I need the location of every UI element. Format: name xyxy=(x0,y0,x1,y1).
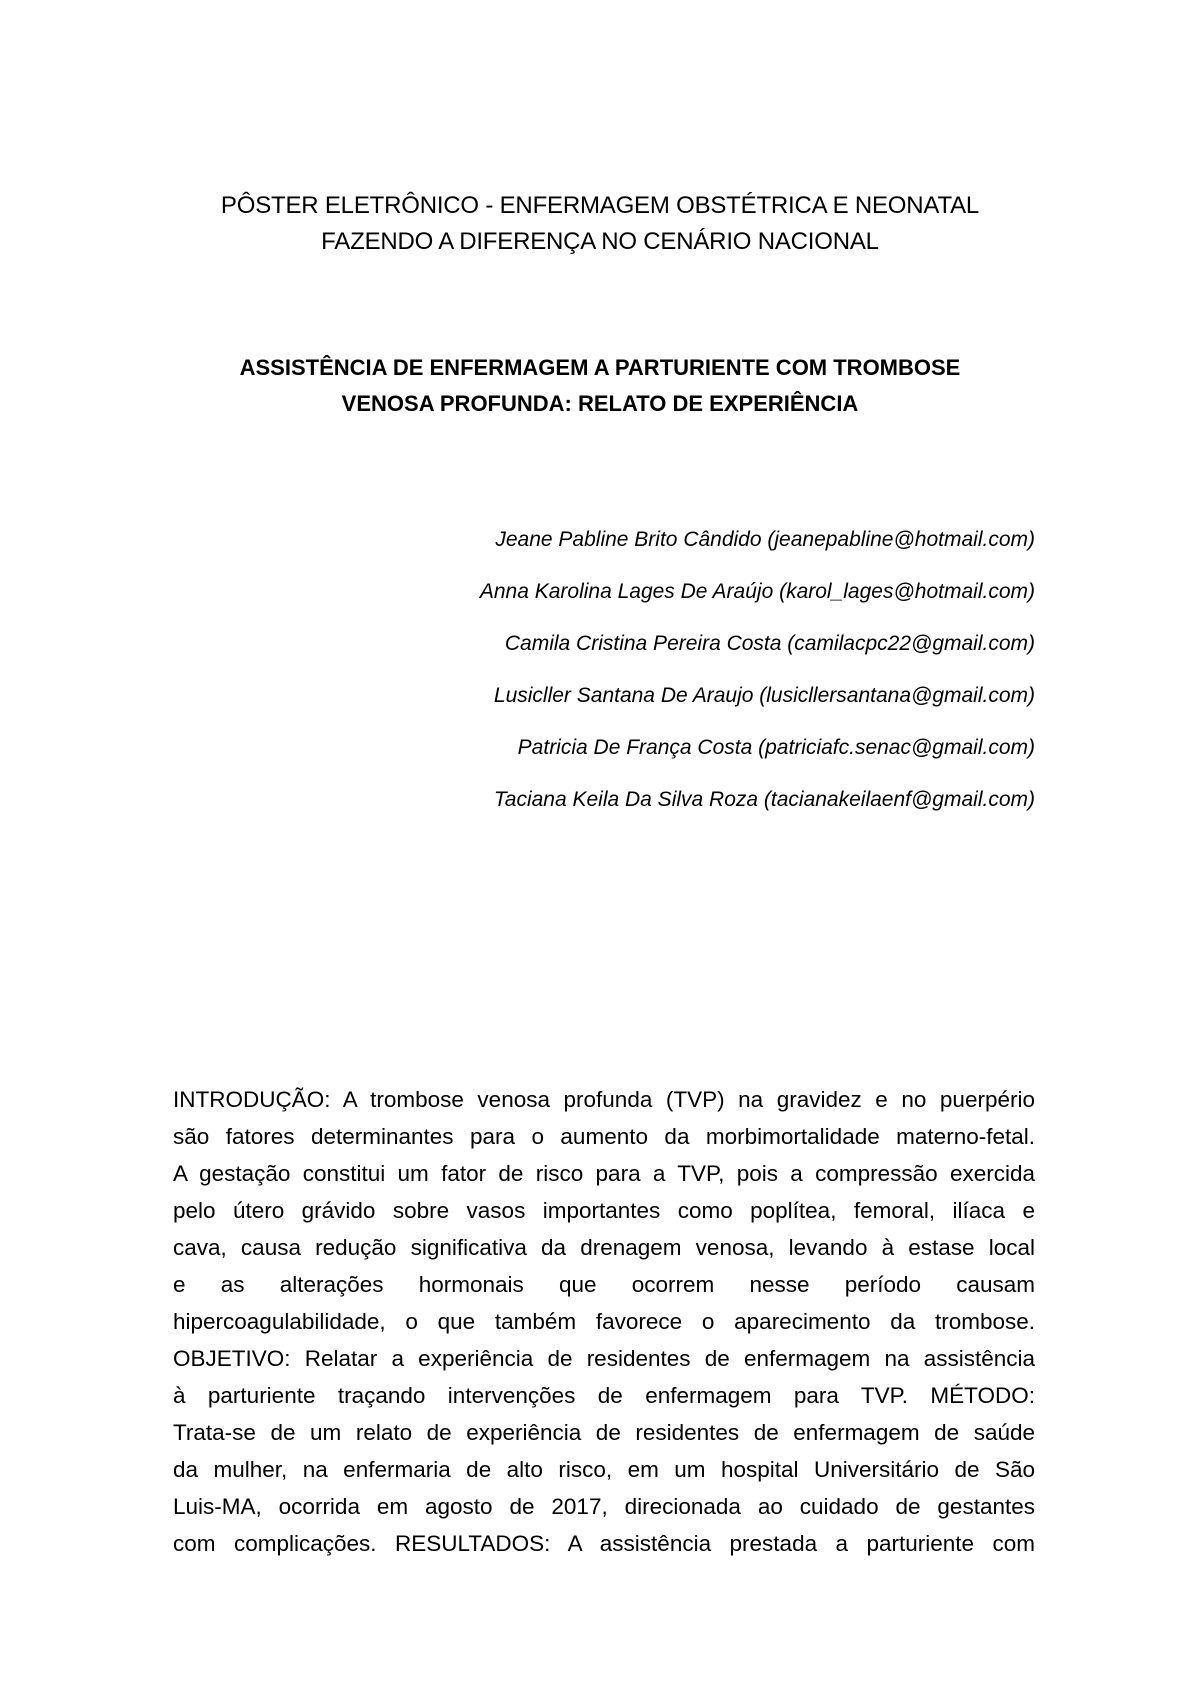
author-entry: Jeane Pabline Brito Cândido (jeanepabline@hotmail.com) xyxy=(495,528,1035,551)
event-header-line-1: PÔSTER ELETRÔNICO - ENFERMAGEM OBSTÉTRICA E NEONATAL xyxy=(220,192,980,219)
body-line: OBJETIVO: Relatar a experiência de residentes de enfermagem na assistência xyxy=(173,1346,1035,1371)
author-entry: Lusicller Santana De Araujo (lusicllersantana@gmail.com) xyxy=(493,684,1035,707)
paper-title-line-2: VENOSA PROFUNDA: RELATO DE EXPERIÊNCIA xyxy=(341,391,859,416)
body-line: pelo útero grávido sobre vasos importantes como poplítea, femoral, ilíaca e xyxy=(173,1198,1035,1223)
body-line: INTRODUÇÃO: A trombose venosa profunda (TVP) na gravidez e no puerpério xyxy=(173,1087,1035,1112)
paper-title xyxy=(150,350,1050,422)
author-entry: Anna Karolina Lages De Araújo (karol_lages@hotmail.com) xyxy=(479,580,1035,603)
body-line: A gestação constitui um fator de risco para a TVP, pois a compressão exercida xyxy=(173,1161,1035,1186)
body-line: cava, causa redução significativa da drenagem venosa, levando à estase local xyxy=(173,1235,1035,1260)
author-entry: Camila Cristina Pereira Costa (camilacpc22@gmail.com) xyxy=(504,632,1035,655)
event-header xyxy=(150,188,1050,260)
body-line: Luis-MA, ocorrida em agosto de 2017, direcionada ao cuidado de gestantes xyxy=(173,1494,1035,1519)
body-line: e as alterações hormonais que ocorrem nesse período causam xyxy=(173,1272,1035,1297)
body-line: hipercoagulabilidade, o que também favorece o aparecimento da trombose. xyxy=(173,1309,1035,1334)
body-line: com complicações. RESULTADOS: A assistência prestada a parturiente com xyxy=(173,1531,1035,1556)
author-entry: Patricia De França Costa (patriciafc.senac@gmail.com) xyxy=(517,736,1035,759)
body-line: à parturiente traçando intervenções de enfermagem para TVP. MÉTODO: xyxy=(173,1383,1035,1408)
author-list xyxy=(300,514,1035,826)
paper-title-line-1: ASSISTÊNCIA DE ENFERMAGEM A PARTURIENTE COM TROMBOSE xyxy=(239,355,961,380)
abstract-body xyxy=(173,1081,1035,1562)
author-entry: Taciana Keila Da Silva Roza (tacianakeilaenf@gmail.com) xyxy=(493,788,1035,811)
body-line: são fatores determinantes para o aumento da morbimortalidade materno-fetal. xyxy=(173,1124,1035,1149)
body-line: da mulher, na enfermaria de alto risco, em um hospital Universitário de São xyxy=(173,1457,1035,1482)
body-line: Trata-se de um relato de experiência de residentes de enfermagem de saúde xyxy=(173,1420,1035,1445)
event-header-line-2: FAZENDO A DIFERENÇA NO CENÁRIO NACIONAL xyxy=(321,228,879,255)
